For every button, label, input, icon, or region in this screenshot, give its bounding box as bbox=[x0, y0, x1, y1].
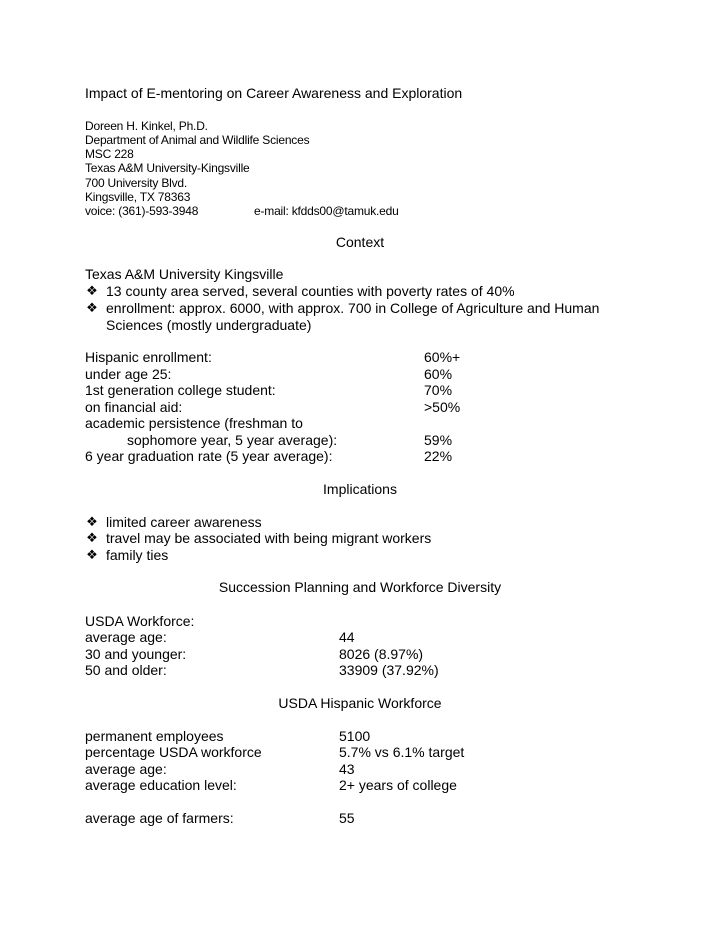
stat-value: 60% bbox=[424, 366, 453, 382]
stat-label: 1st generation college student: bbox=[85, 382, 276, 398]
bullet-icon: ❖ bbox=[86, 283, 98, 298]
context-subheading: Texas A&M University Kingsville bbox=[85, 266, 284, 282]
stat-value: 2+ years of college bbox=[339, 777, 457, 793]
stat-value: 59% bbox=[424, 432, 453, 448]
stat-label: average age of farmers: bbox=[85, 810, 234, 826]
stat-label: permanent employees bbox=[85, 728, 224, 744]
bullet-icon: ❖ bbox=[86, 547, 98, 562]
context-bullet-1: 13 county area served, several counties with poverty rates of 40% bbox=[106, 283, 515, 299]
stat-value: 55 bbox=[339, 810, 355, 826]
implication-bullet-2: travel may be associated with being migrant workers bbox=[106, 530, 432, 546]
stat-value: 5100 bbox=[339, 728, 371, 744]
stat-value: >50% bbox=[424, 399, 461, 415]
stat-label: sophomore year, 5 year average): bbox=[127, 432, 338, 448]
author-university: Texas A&M University-Kingsville bbox=[85, 161, 250, 175]
hispanic-heading: USDA Hispanic Workforce bbox=[278, 695, 442, 711]
stat-label: 50 and older: bbox=[85, 662, 167, 678]
implication-bullet-1: limited career awareness bbox=[106, 514, 262, 530]
bullet-icon: ❖ bbox=[86, 514, 98, 529]
stat-value: 5.7% vs 6.1% target bbox=[339, 744, 465, 760]
succession-heading: Succession Planning and Workforce Diversity bbox=[218, 579, 502, 595]
author-voice: voice: (361)-593-3948 bbox=[85, 204, 199, 218]
author-department: Department of Animal and Wildlife Sciences bbox=[85, 133, 310, 147]
stat-value: 44 bbox=[339, 629, 355, 645]
succession-subheading: USDA Workforce: bbox=[85, 613, 195, 629]
stat-value: 33909 (37.92%) bbox=[339, 662, 439, 678]
bullet-icon: ❖ bbox=[86, 300, 98, 315]
stat-label: 30 and younger: bbox=[85, 646, 187, 662]
author-street: 700 University Blvd. bbox=[85, 176, 188, 190]
stat-label: average age: bbox=[85, 629, 167, 645]
stat-value: 43 bbox=[339, 761, 355, 777]
context-bullet-2: enrollment: approx. 6000, with approx. 700 in College of Agriculture and Human bbox=[106, 300, 600, 316]
stat-label: percentage USDA workforce bbox=[85, 744, 262, 760]
stat-label: on financial aid: bbox=[85, 399, 183, 415]
stat-value: 22% bbox=[424, 448, 453, 464]
stat-value: 8026 (8.97%) bbox=[339, 646, 424, 662]
author-city: Kingsville, TX 78363 bbox=[85, 190, 191, 204]
context-bullet-2-continued: Sciences (mostly undergraduate) bbox=[106, 317, 312, 333]
implication-bullet-3: family ties bbox=[106, 547, 169, 563]
author-email: e-mail: kfdds00@tamuk.edu bbox=[254, 204, 399, 218]
stat-label: 6 year graduation rate (5 year average): bbox=[85, 448, 333, 464]
context-heading: Context bbox=[335, 234, 385, 250]
stat-label: academic persistence (freshman to bbox=[85, 415, 303, 431]
implications-heading: Implications bbox=[323, 481, 397, 497]
document-title: Impact of E-mentoring on Career Awareness and Exploration bbox=[85, 85, 463, 101]
author-msc: MSC 228 bbox=[85, 147, 134, 161]
stat-label: Hispanic enrollment: bbox=[85, 349, 212, 365]
author-name: Doreen H. Kinkel, Ph.D. bbox=[85, 119, 208, 133]
stat-value: 60%+ bbox=[424, 349, 461, 365]
bullet-icon: ❖ bbox=[86, 530, 98, 545]
stat-label: average age: bbox=[85, 761, 167, 777]
stat-label: average education level: bbox=[85, 777, 237, 793]
stat-label: under age 25: bbox=[85, 366, 172, 382]
stat-value: 70% bbox=[424, 382, 453, 398]
